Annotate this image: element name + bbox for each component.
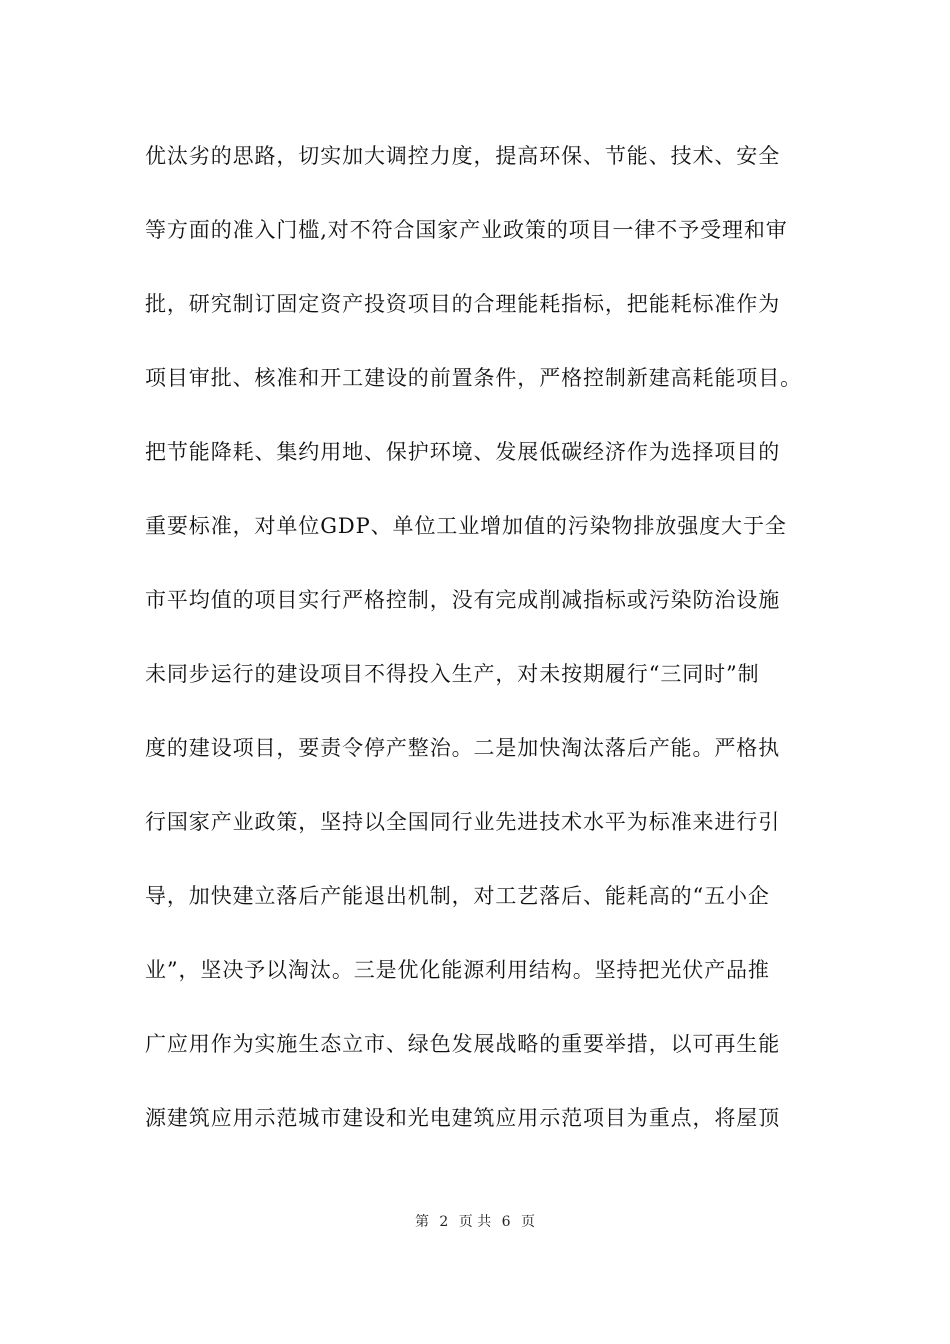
text-line: 优汰劣的思路，切实加大调控力度，提高环保、节能、技术、安全: [145, 144, 781, 168]
text-line: 业”，坚决予以淘汰。三是优化能源利用结构。坚持把光伏产品推: [145, 958, 770, 982]
text-line: 项目审批、核准和开工建设的前置条件，严格控制新建高耗能项目。: [145, 366, 802, 390]
text-line: 行国家产业政策，坚持以全国同行业先进技术水平为标准来进行引: [145, 810, 781, 834]
footer-mid: 页 共: [458, 1214, 492, 1230]
text-line: 未同步运行的建设项目不得投入生产，对未按期履行“三同时”制: [145, 662, 760, 686]
body-text: [145, 133, 825, 1169]
text-line: 导，加快建立落后产能退出机制，对工艺落后、能耗高的“五小企: [145, 884, 770, 908]
footer-suffix: 页: [521, 1214, 536, 1230]
text-line: 批，研究制订固定资产投资项目的合理能耗指标，把能耗标准作为: [145, 292, 781, 316]
total-page-count: 6: [501, 1214, 511, 1230]
current-page-number: 2: [439, 1214, 449, 1230]
text-line: 把节能降耗、集约用地、保护环境、发展低碳经济作为选择项目的: [145, 440, 781, 464]
text-line: 度的建设项目，要责令停产整治。二是加快淘汰落后产能。严格执: [145, 736, 781, 760]
footer-prefix: 第: [414, 1214, 429, 1230]
text-line: 源建筑应用示范城市建设和光电建筑应用示范项目为重点，将屋顶: [145, 1106, 781, 1130]
page-footer: [0, 1211, 950, 1231]
text-line: 市平均值的项目实行严格控制，没有完成削减指标或污染防治设施: [145, 588, 781, 612]
text-line: 广应用作为实施生态立市、绿色发展战略的重要举措，以可再生能: [145, 1032, 781, 1056]
text-line: 等方面的准入门槛,对不符合国家产业政策的项目一律不予受理和审: [145, 218, 788, 242]
text-line: 重要标准，对单位GDP、单位工业增加值的污染物排放强度大于全: [145, 514, 787, 538]
